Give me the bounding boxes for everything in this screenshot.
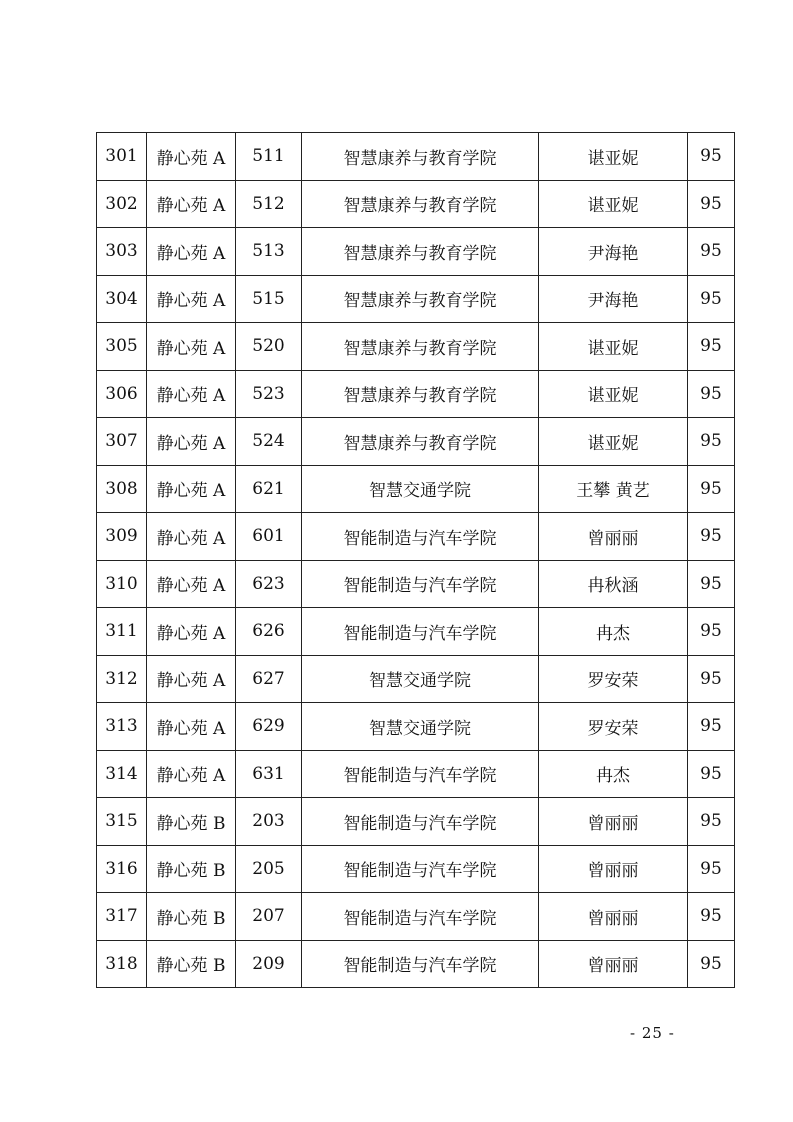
cell-college: 智慧康养与教育学院: [302, 370, 539, 418]
cell-room-number: 523: [236, 370, 302, 418]
cell-serial-number: 304: [97, 275, 147, 323]
cell-manager-name: 谌亚妮: [539, 133, 688, 181]
table-row: [97, 940, 735, 988]
cell-college: 智慧康养与教育学院: [302, 180, 539, 228]
cell-serial-number: 301: [97, 133, 147, 181]
cell-serial-number: 303: [97, 228, 147, 276]
cell-serial-number: 315: [97, 798, 147, 846]
cell-college: 智慧康养与教育学院: [302, 133, 539, 181]
cell-building: 静心苑 A: [147, 608, 236, 656]
cell-building: 静心苑 A: [147, 275, 236, 323]
cell-room-number: 203: [236, 798, 302, 846]
cell-college: 智能制造与汽车学院: [302, 750, 539, 798]
cell-score: 95: [688, 750, 735, 798]
cell-score: 95: [688, 228, 735, 276]
cell-room-number: 627: [236, 655, 302, 703]
table-row: [97, 323, 735, 371]
cell-score: 95: [688, 608, 735, 656]
cell-manager-name: 谌亚妮: [539, 370, 688, 418]
cell-serial-number: 302: [97, 180, 147, 228]
cell-manager-name: 冉秋涵: [539, 560, 688, 608]
cell-college: 智能制造与汽车学院: [302, 513, 539, 561]
cell-room-number: 623: [236, 560, 302, 608]
cell-score: 95: [688, 465, 735, 513]
cell-building: 静心苑 A: [147, 133, 236, 181]
cell-college: 智能制造与汽车学院: [302, 940, 539, 988]
table-row: [97, 228, 735, 276]
table-row: [97, 560, 735, 608]
cell-manager-name: 谌亚妮: [539, 418, 688, 466]
cell-score: 95: [688, 703, 735, 751]
cell-manager-name: 曾丽丽: [539, 513, 688, 561]
cell-manager-name: 曾丽丽: [539, 893, 688, 941]
cell-room-number: 513: [236, 228, 302, 276]
table-row: [97, 513, 735, 561]
cell-manager-name: 冉杰: [539, 750, 688, 798]
cell-building: 静心苑 B: [147, 798, 236, 846]
cell-building: 静心苑 B: [147, 845, 236, 893]
cell-serial-number: 318: [97, 940, 147, 988]
cell-building: 静心苑 A: [147, 513, 236, 561]
cell-score: 95: [688, 940, 735, 988]
table-row: [97, 465, 735, 513]
cell-room-number: 601: [236, 513, 302, 561]
cell-college: 智慧康养与教育学院: [302, 275, 539, 323]
cell-serial-number: 307: [97, 418, 147, 466]
cell-room-number: 631: [236, 750, 302, 798]
table-row: [97, 655, 735, 703]
cell-building: 静心苑 B: [147, 940, 236, 988]
cell-building: 静心苑 A: [147, 655, 236, 703]
cell-room-number: 205: [236, 845, 302, 893]
cell-college: 智慧康养与教育学院: [302, 418, 539, 466]
cell-room-number: 207: [236, 893, 302, 941]
cell-building: 静心苑 A: [147, 180, 236, 228]
cell-serial-number: 306: [97, 370, 147, 418]
cell-serial-number: 305: [97, 323, 147, 371]
table-row: [97, 845, 735, 893]
cell-serial-number: 314: [97, 750, 147, 798]
cell-college: 智慧康养与教育学院: [302, 228, 539, 276]
cell-score: 95: [688, 655, 735, 703]
cell-college: 智慧交通学院: [302, 465, 539, 513]
cell-building: 静心苑 A: [147, 228, 236, 276]
cell-building: 静心苑 A: [147, 323, 236, 371]
cell-manager-name: 尹海艳: [539, 228, 688, 276]
page-number: - 25 -: [630, 1024, 675, 1042]
cell-manager-name: 曾丽丽: [539, 798, 688, 846]
table-row: [97, 750, 735, 798]
cell-manager-name: 王攀 黄艺: [539, 465, 688, 513]
cell-building: 静心苑 A: [147, 750, 236, 798]
cell-manager-name: 曾丽丽: [539, 845, 688, 893]
cell-score: 95: [688, 513, 735, 561]
cell-serial-number: 313: [97, 703, 147, 751]
cell-manager-name: 罗安荣: [539, 703, 688, 751]
cell-manager-name: 冉杰: [539, 608, 688, 656]
cell-serial-number: 309: [97, 513, 147, 561]
cell-college: 智能制造与汽车学院: [302, 608, 539, 656]
cell-score: 95: [688, 323, 735, 371]
cell-serial-number: 311: [97, 608, 147, 656]
table-row: [97, 370, 735, 418]
cell-building: 静心苑 A: [147, 465, 236, 513]
cell-manager-name: 尹海艳: [539, 275, 688, 323]
cell-manager-name: 曾丽丽: [539, 940, 688, 988]
cell-manager-name: 谌亚妮: [539, 180, 688, 228]
cell-room-number: 209: [236, 940, 302, 988]
cell-college: 智能制造与汽车学院: [302, 798, 539, 846]
cell-score: 95: [688, 133, 735, 181]
cell-building: 静心苑 A: [147, 703, 236, 751]
cell-serial-number: 317: [97, 893, 147, 941]
cell-room-number: 621: [236, 465, 302, 513]
cell-score: 95: [688, 275, 735, 323]
cell-college: 智能制造与汽车学院: [302, 560, 539, 608]
cell-room-number: 515: [236, 275, 302, 323]
cell-score: 95: [688, 418, 735, 466]
cell-room-number: 512: [236, 180, 302, 228]
table-row: [97, 608, 735, 656]
cell-score: 95: [688, 893, 735, 941]
cell-building: 静心苑 B: [147, 893, 236, 941]
cell-manager-name: 罗安荣: [539, 655, 688, 703]
cell-score: 95: [688, 845, 735, 893]
table-body: [97, 133, 735, 988]
cell-room-number: 511: [236, 133, 302, 181]
cell-building: 静心苑 A: [147, 560, 236, 608]
cell-room-number: 524: [236, 418, 302, 466]
cell-serial-number: 308: [97, 465, 147, 513]
cell-college: 智能制造与汽车学院: [302, 893, 539, 941]
cell-college: 智慧康养与教育学院: [302, 323, 539, 371]
cell-serial-number: 316: [97, 845, 147, 893]
cell-college: 智慧交通学院: [302, 703, 539, 751]
table-row: [97, 275, 735, 323]
table-row: [97, 418, 735, 466]
cell-room-number: 520: [236, 323, 302, 371]
table-row: [97, 893, 735, 941]
cell-serial-number: 312: [97, 655, 147, 703]
cell-score: 95: [688, 798, 735, 846]
cell-building: 静心苑 A: [147, 370, 236, 418]
dormitory-score-table: [96, 132, 735, 988]
cell-score: 95: [688, 180, 735, 228]
cell-college: 智慧交通学院: [302, 655, 539, 703]
cell-room-number: 629: [236, 703, 302, 751]
cell-room-number: 626: [236, 608, 302, 656]
table-row: [97, 798, 735, 846]
table-row: [97, 703, 735, 751]
table-row: [97, 180, 735, 228]
cell-score: 95: [688, 370, 735, 418]
cell-manager-name: 谌亚妮: [539, 323, 688, 371]
cell-building: 静心苑 A: [147, 418, 236, 466]
cell-college: 智能制造与汽车学院: [302, 845, 539, 893]
cell-serial-number: 310: [97, 560, 147, 608]
table-row: [97, 133, 735, 181]
cell-score: 95: [688, 560, 735, 608]
